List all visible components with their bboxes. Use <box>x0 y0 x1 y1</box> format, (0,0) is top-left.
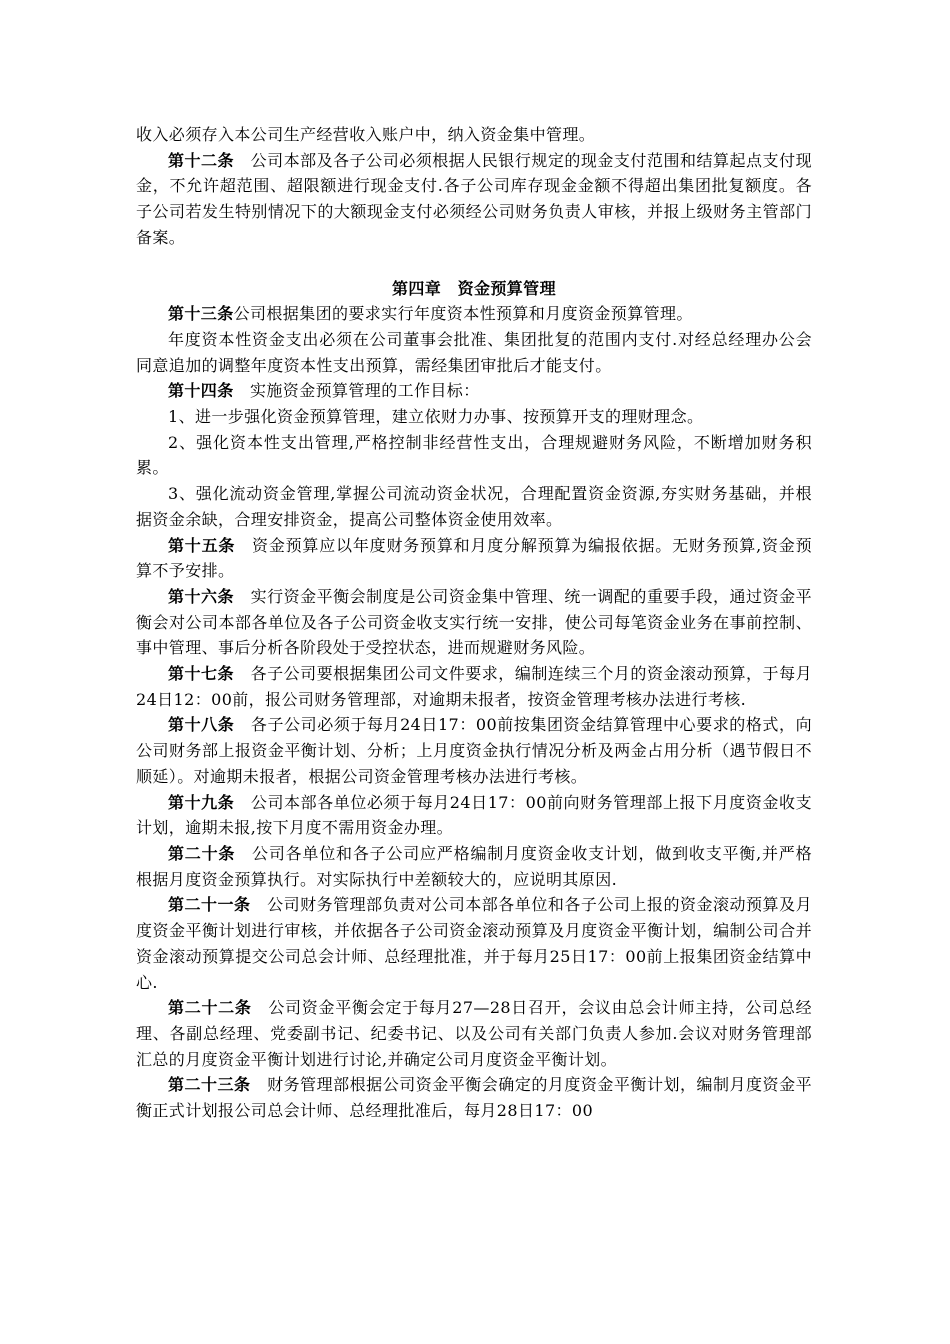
article-number: 第十七条 <box>168 664 235 684</box>
paragraph <box>136 712 812 789</box>
paragraph-text: 实施资金预算管理的工作目标： <box>233 381 480 401</box>
paragraph <box>136 584 812 661</box>
article-number: 第十六条 <box>168 586 235 606</box>
article-number: 第十五条 <box>168 535 236 555</box>
paragraph-text: 各子公司要根据集团公司文件要求，编制连续三个月的资金滚动预算，于每月24日12：00前，报公司财务管理部，对逾期未报者，按资金管理考核办法进行考核. <box>136 664 812 709</box>
article-number: 第十二条 <box>168 150 235 170</box>
article-text: 公司本部及各子公司必须根据人民银行规定的现金支付范围和结算起点支付现金，不允许超范围、超限额进行现金支付.各子公司库存现金金额不得超出集团批复额度。各子公司若发生特别情况下的大额现金支付必须经公司财务负责人审核，并报上级财务主管部门备案。 <box>136 150 812 247</box>
paragraph <box>136 404 812 430</box>
paragraph <box>136 430 812 481</box>
paragraph <box>136 892 812 995</box>
paragraph <box>136 378 812 404</box>
chapter-body <box>136 301 812 1124</box>
paragraph-text: 公司财务管理部负责对公司本部各单位和各子公司上报的资金滚动预算及月度资金平衡计划进行审核，并依据各子公司资金滚动预算及月度资金平衡计划，编制公司合并资金滚动预算提交公司总会计师、总经理批准，并于每月25日17：00前上报集团资金结算中心. <box>136 895 812 992</box>
paragraph-text: 公司各单位和各子公司应严格编制月度资金收支计划，做到收支平衡,并严格根据月度资金预算执行。对实际执行中差额较大的，应说明其原因. <box>136 843 812 889</box>
paragraph <box>136 533 812 584</box>
paragraph <box>136 327 812 378</box>
paragraph-text: 各子公司必须于每月24日17：00前按集团资金结算管理中心要求的格式，向公司财务部上报资金平衡计划、分析；上月度资金执行情况分析及两金占用分析（遇节假日不顺延）。对逾期未报者，根据公司资金管理考核办法进行考核。 <box>136 715 812 786</box>
section-gap <box>136 251 812 276</box>
paragraph <box>136 841 812 892</box>
article-number: 第二十二条 <box>168 998 252 1018</box>
article-12 <box>136 148 812 251</box>
paragraph <box>136 1072 812 1123</box>
paragraph <box>136 661 812 712</box>
paragraph-text: 公司根据集团的要求实行年度资本性预算和月度资金预算管理。 <box>233 304 693 324</box>
article-number: 第十三条 <box>168 304 234 324</box>
paragraph <box>136 301 812 327</box>
paragraph-text: 实行资金平衡会制度是公司资金集中管理、统一调配的重要手段，通过资金平衡会对公司本部各单位及各子公司资金收支实行统一安排，使公司每笔资金业务在事前控制、事中管理、事后分析各阶段处于受控状态，进而规避财务风险。 <box>136 586 812 658</box>
paragraph <box>136 481 812 532</box>
paragraph-text: 公司资金平衡会定于每月27—28日召开，会议由总会计师主持，公司总经理、各副总经理、党委副书记、纪委书记、以及公司有关部门负责人参加.会议对财务管理部汇总的月度资金平衡计划进行讨论,并确定公司月度资金平衡计划。 <box>136 998 812 1069</box>
paragraph-text: 公司本部各单位必须于每月24日17：00前向财务管理部上报下月度资金收支计划，逾期未报,按下月度不需用资金办理。 <box>136 792 812 838</box>
chapter-title: 第四章 资金预算管理 <box>391 278 556 298</box>
paragraph-text: 2、强化资本性支出管理,严格控制非经营性支出，合理规避财务风险，不断增加财务积累。 <box>136 432 812 478</box>
paragraph-text: 收入必须存入本公司生产经营收入账户中，纳入资金集中管理。 <box>136 125 596 144</box>
paragraph <box>136 995 812 1072</box>
paragraph-text: 年度资本性资金支出必须在公司董事会批准、集团批复的范围内支付.对经总经理办公会同意追加的调整年度资本性支出预算，需经集团审批后才能支付。 <box>136 329 812 375</box>
article-number: 第二十条 <box>168 843 236 863</box>
paragraph-continued <box>136 122 812 148</box>
paragraph <box>136 790 812 841</box>
article-number: 第二十三条 <box>168 1075 251 1095</box>
article-number: 第十九条 <box>168 792 235 812</box>
paragraph-text: 资金预算应以年度财务预算和月度分解预算为编报依据。无财务预算,资金预算不予安排。 <box>136 535 812 581</box>
document-page <box>136 122 812 1124</box>
paragraph-text: 3、强化流动资金管理,掌握公司流动资金状况，合理配置资金资源,夯实财务基础，并根据资金余缺，合理安排资金，提高公司整体资金使用效率。 <box>136 484 812 529</box>
paragraph-text: 1、进一步强化资金预算管理，建立依财力办事、按预算开支的理财理念。 <box>168 407 704 427</box>
article-number: 第二十一条 <box>168 895 251 915</box>
article-number: 第十八条 <box>168 715 235 735</box>
article-number: 第十四条 <box>168 381 234 401</box>
paragraph-text: 财务管理部根据公司资金平衡会确定的月度资金平衡计划，编制月度资金平衡正式计划报公司总会计师、总经理批准后，每月28日17：00 <box>136 1075 812 1121</box>
